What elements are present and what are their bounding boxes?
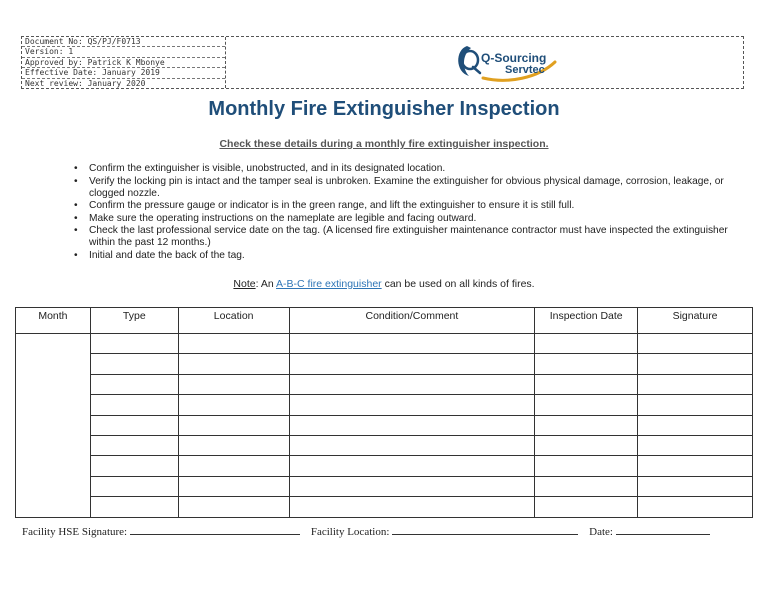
- col-month: Month: [16, 308, 91, 334]
- checklist: [74, 163, 754, 262]
- signature-cell[interactable]: [638, 497, 753, 517]
- condition-comment-cell[interactable]: [289, 374, 535, 394]
- facility-location-label: Facility Location:: [310, 526, 390, 538]
- condition-comment-cell[interactable]: [289, 415, 535, 435]
- inspection-date-cell[interactable]: [535, 497, 638, 517]
- signature-cell[interactable]: [638, 456, 753, 476]
- q-swoosh-logo-icon: [453, 40, 563, 84]
- col-location: Location: [178, 308, 289, 334]
- note-prefix: : An: [255, 278, 277, 290]
- checklist-item: • Make sure the operating instructions on the nameplate are legible and facing outward.: [74, 213, 754, 225]
- table-row: [16, 456, 753, 476]
- note-suffix: can be used on all kinds of fires.: [381, 278, 535, 290]
- document-header: [21, 36, 744, 89]
- page-title: Monthly Fire Extinguisher Inspection: [208, 98, 560, 120]
- logo-cell: [226, 37, 743, 88]
- approved-by: Approved by: Patrick K Mbonye: [22, 58, 225, 68]
- table-header-row: [16, 308, 753, 334]
- document-version: Version: 1: [22, 47, 225, 57]
- hse-signature-label: Facility HSE Signature:: [22, 526, 128, 538]
- location-cell[interactable]: [178, 374, 289, 394]
- inspection-date-cell[interactable]: [535, 456, 638, 476]
- signature-cell[interactable]: [638, 354, 753, 374]
- location-cell[interactable]: [178, 435, 289, 455]
- location-cell[interactable]: [178, 395, 289, 415]
- inspection-date-cell[interactable]: [535, 374, 638, 394]
- col-signature: Signature: [638, 308, 753, 334]
- type-cell[interactable]: [90, 395, 178, 415]
- table-row: [16, 354, 753, 374]
- type-cell[interactable]: [90, 476, 178, 496]
- abc-extinguisher-link[interactable]: A-B-C fire extinguisher: [276, 278, 382, 290]
- condition-comment-cell[interactable]: [289, 354, 535, 374]
- table-row: [16, 435, 753, 455]
- document-meta: [22, 37, 226, 88]
- table-row: [16, 334, 753, 354]
- signature-cell[interactable]: [638, 374, 753, 394]
- signature-cell[interactable]: [638, 476, 753, 496]
- location-cell[interactable]: [178, 476, 289, 496]
- condition-comment-cell[interactable]: [289, 476, 535, 496]
- date-label: Date:: [589, 526, 613, 538]
- condition-comment-cell[interactable]: [289, 435, 535, 455]
- inspection-date-cell[interactable]: [535, 476, 638, 496]
- effective-date: Effective Date: January 2019: [22, 68, 225, 78]
- condition-comment-cell[interactable]: [289, 497, 535, 517]
- col-inspection-date: Inspection Date: [535, 308, 638, 334]
- table-row: [16, 476, 753, 496]
- condition-comment-cell[interactable]: [289, 334, 535, 354]
- col-condition-comment: Condition/Comment: [289, 308, 535, 334]
- type-cell[interactable]: [90, 374, 178, 394]
- page-subtitle: Check these details during a monthly fire extinguisher inspection.: [219, 138, 549, 150]
- type-cell[interactable]: [90, 354, 178, 374]
- condition-comment-cell[interactable]: [289, 395, 535, 415]
- location-cell[interactable]: [178, 415, 289, 435]
- inspection-log-table: [15, 307, 753, 518]
- checklist-item: • Verify the locking pin is intact and the tamper seal is unbroken. Examine the extinguisher for obvious physical damage, corrosion, leakage, or clogged nozzle.: [74, 176, 754, 200]
- hse-signature-field[interactable]: [130, 526, 300, 535]
- inspection-date-cell[interactable]: [535, 415, 638, 435]
- inspection-date-cell[interactable]: [535, 435, 638, 455]
- logo-text-line1: Q-Sourcing: [481, 51, 547, 65]
- type-cell[interactable]: [90, 497, 178, 517]
- condition-comment-cell[interactable]: [289, 456, 535, 476]
- type-cell[interactable]: [90, 334, 178, 354]
- signature-cell[interactable]: [638, 435, 753, 455]
- signature-cell[interactable]: [638, 415, 753, 435]
- table-row: [16, 374, 753, 394]
- location-cell[interactable]: [178, 497, 289, 517]
- table-row: [16, 497, 753, 517]
- checklist-item: • Confirm the extinguisher is visible, unobstructed, and in its designated location.: [74, 163, 754, 175]
- location-cell[interactable]: [178, 334, 289, 354]
- location-cell[interactable]: [178, 456, 289, 476]
- table-row: [16, 395, 753, 415]
- checklist-item: • Confirm the pressure gauge or indicator is in the green range, and lift the extinguisher to ensure it is still full.: [74, 200, 754, 212]
- inspection-date-cell[interactable]: [535, 334, 638, 354]
- month-cell[interactable]: [16, 334, 91, 518]
- date-field[interactable]: [616, 526, 710, 535]
- next-review: Next review: January 2020: [25, 78, 146, 88]
- facility-location-field[interactable]: [392, 526, 578, 535]
- type-cell[interactable]: [90, 415, 178, 435]
- table-body: [16, 334, 753, 518]
- checklist-item: • Initial and date the back of the tag.: [74, 250, 754, 262]
- table-row: [16, 415, 753, 435]
- signature-footer: [22, 526, 710, 538]
- inspection-date-cell[interactable]: [535, 354, 638, 374]
- inspection-date-cell[interactable]: [535, 395, 638, 415]
- checklist-item: • Check the last professional service date on the tag. (A licensed fire extinguisher maintenance contractor must have inspected the extinguisher within the past 12 months.): [74, 225, 754, 249]
- note-label: Note: [233, 278, 256, 290]
- location-cell[interactable]: [178, 354, 289, 374]
- col-type: Type: [90, 308, 178, 334]
- type-cell[interactable]: [90, 435, 178, 455]
- note: [0, 278, 768, 290]
- signature-cell[interactable]: [638, 334, 753, 354]
- document-number: Document No: QS/PJ/F0713: [22, 37, 225, 47]
- type-cell[interactable]: [90, 456, 178, 476]
- logo-text-line2: Servtec: [505, 64, 545, 76]
- signature-cell[interactable]: [638, 395, 753, 415]
